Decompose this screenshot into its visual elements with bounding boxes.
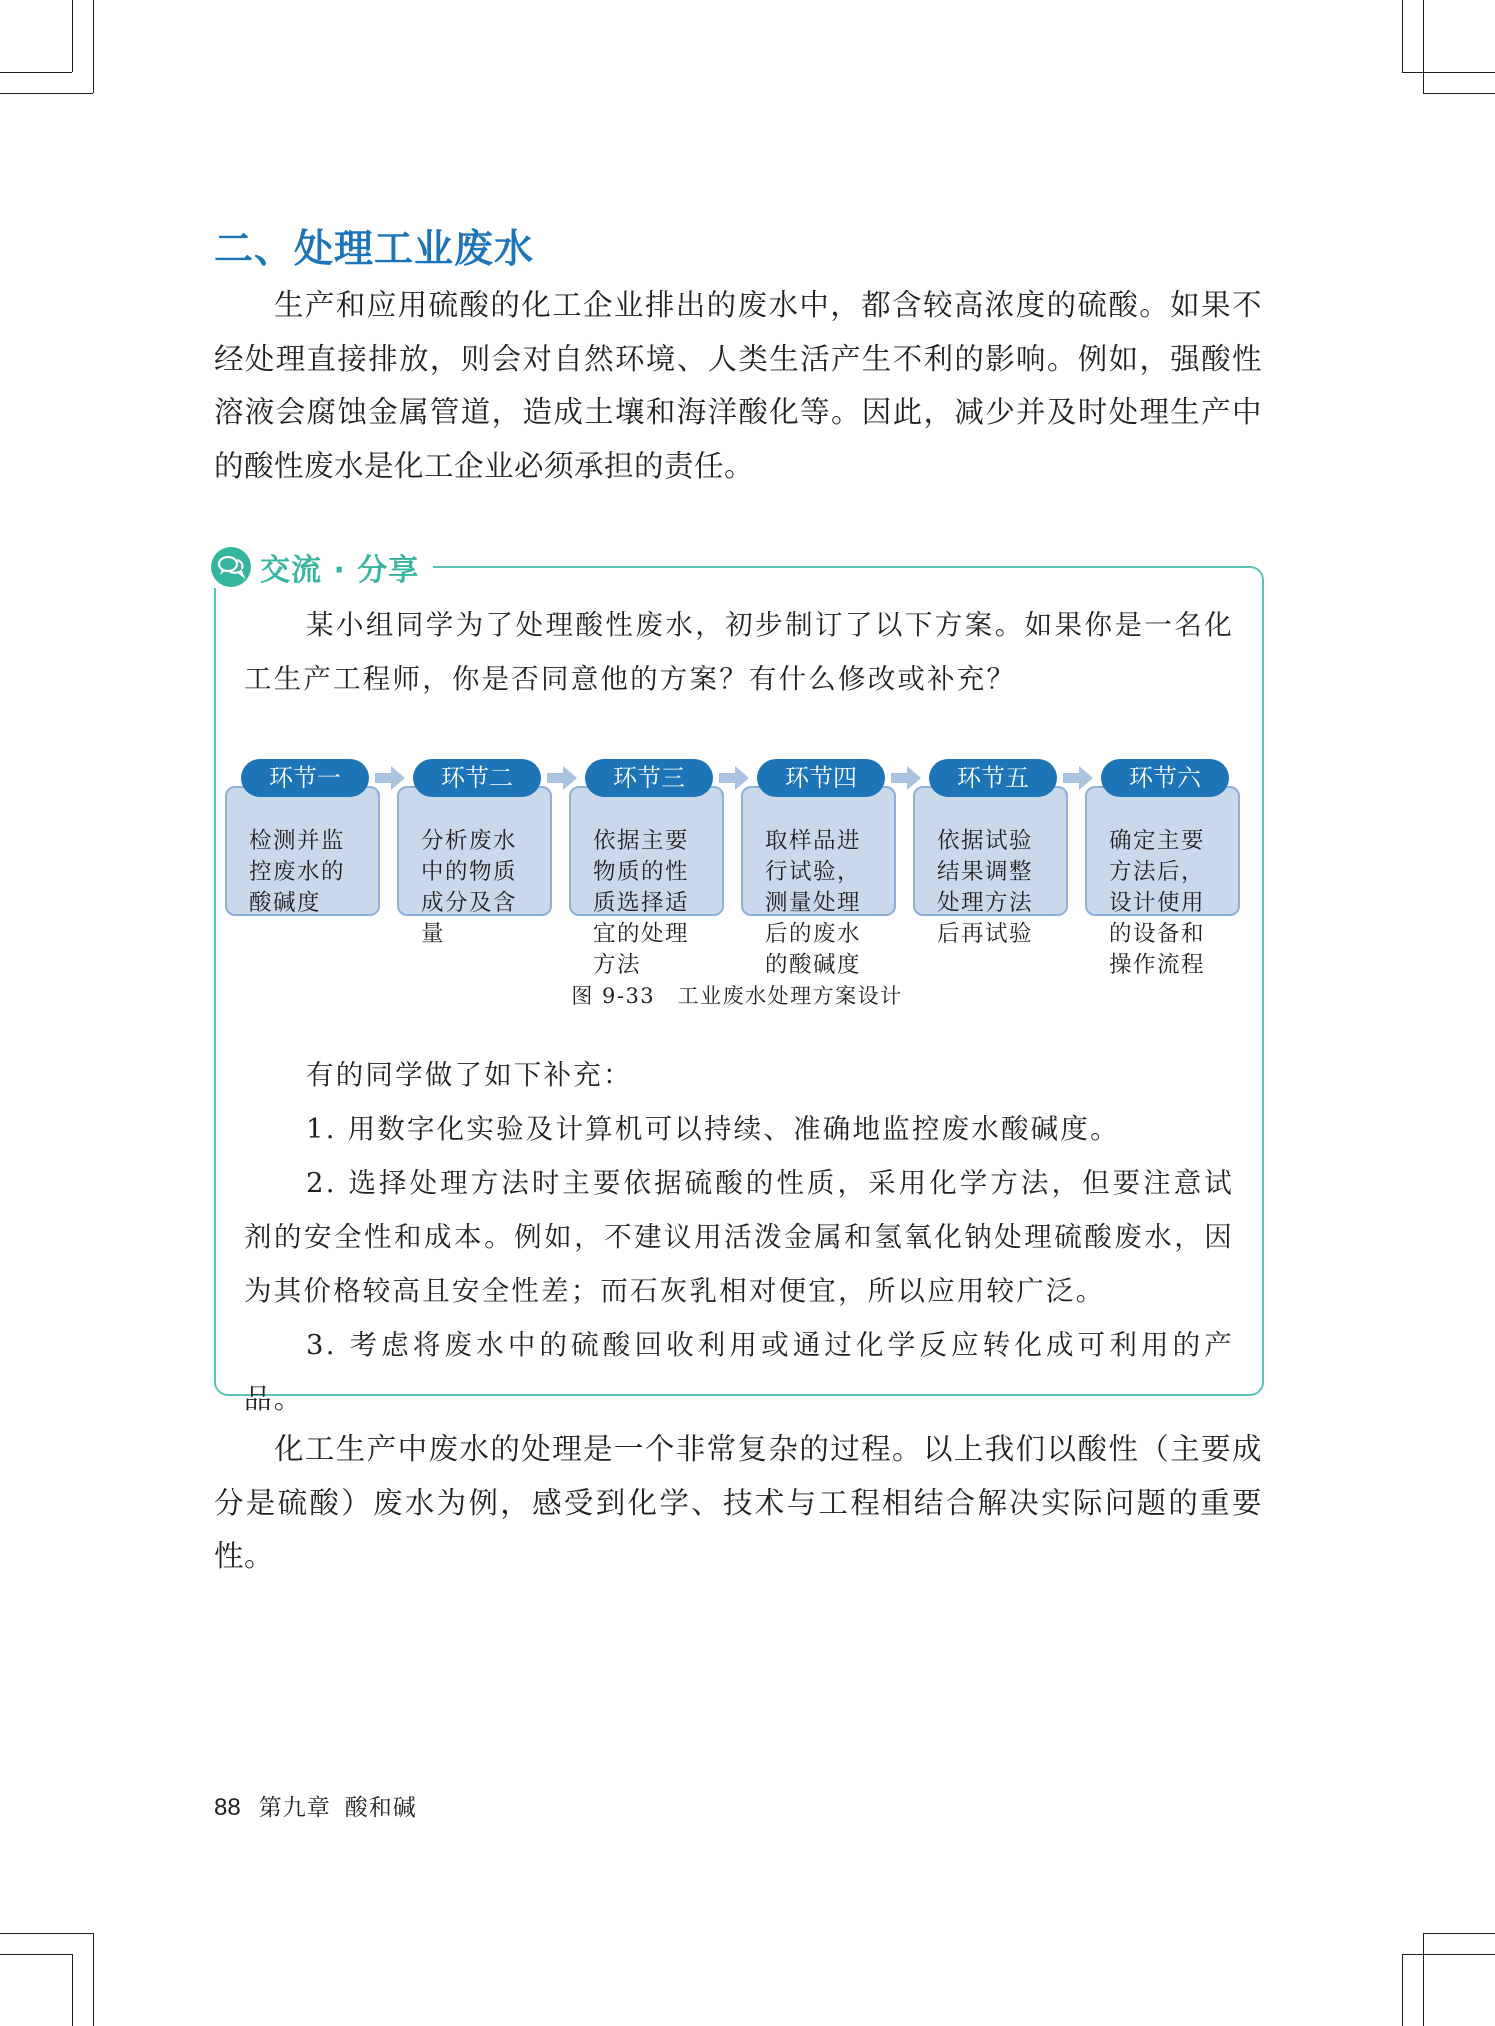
chapter-title: 酸和碱 [344,1795,417,1821]
flow-step-text [741,786,896,978]
crop-mark [1402,1954,1495,1955]
crop-mark [1423,1933,1424,2026]
chapter-number: 第九章 [258,1795,331,1821]
flow-step-2 [397,759,556,947]
flow-step-text [225,786,380,916]
supplement-item: 1. 用数字化实验及计算机可以持续、准确地监控废水酸碱度。 [306,1113,1120,1145]
crop-mark [1423,93,1495,94]
flow-step-3 [569,759,728,978]
crop-mark [72,1954,73,2026]
flow-step-1 [225,759,384,916]
flow-step-description: 分析废水中的物质成分及含量 [421,828,518,947]
flow-step-text [913,786,1068,947]
page-number: 88 [214,1794,241,1821]
flow-step-text [397,786,552,947]
crop-mark [0,93,93,94]
flow-step-text [1085,786,1240,978]
crop-mark [1402,0,1403,72]
section-title: 二、处理工业废水 [214,227,535,272]
flow-step-description: 依据主要物质的性质选择适宜的处理方法 [593,828,690,978]
conclusion-paragraph: 化工生产中废水的处理是一个非常复杂的过程。以上我们以酸性（主要成分是硫酸）废水为例，感受到化学、技术与工程相结合解决实际问题的重要性。 [214,1432,1262,1573]
share-header [211,546,433,588]
flow-step-4 [741,759,900,978]
flow-step-6 [1085,759,1244,978]
flow-step-description: 检测并监控废水的酸碱度 [249,828,346,916]
supplement-item: 3. 考虑将废水中的硫酸回收利用或通过化学反应转化成可利用的产品。 [244,1329,1234,1415]
crop-mark [93,0,94,93]
crop-mark [0,72,72,73]
chat-bubbles-icon [211,547,251,587]
flow-step-text [569,786,724,978]
crop-mark [72,0,73,72]
crop-mark [1423,1933,1495,1934]
crop-mark [0,1954,72,1955]
flow-step-label: 环节六 [1101,759,1229,797]
flow-step-label: 环节一 [241,759,369,797]
crop-mark [1402,1954,1403,2026]
figure-caption: 图 9-33 工业废水处理方案设计 [571,984,903,1008]
crop-mark [0,1933,93,1934]
flow-step-description: 依据试验结果调整处理方法后再试验 [937,828,1034,947]
flow-step-description: 确定主要方法后，设计使用的设备和操作流程 [1109,828,1206,978]
share-prompt: 某小组同学为了处理酸性废水，初步制订了以下方案。如果你是一名化工生产工程师，你是否同意他的方案？有什么修改或补充？ [244,609,1234,695]
crop-mark [93,1933,94,2026]
flow-step-label: 环节四 [757,759,885,797]
supplement-item: 2. 选择处理方法时主要依据硫酸的性质，采用化学方法，但要注意试剂的安全性和成本。例如，不建议用活泼金属和氢氧化钠处理硫酸废水，因为其价格较高且安全性差；而石灰乳相对便宜，所以应用较广泛。 [244,1167,1234,1307]
flow-step-5 [913,759,1072,947]
page-footer [214,1789,417,1822]
crop-mark [1423,0,1424,93]
crop-mark [1402,72,1495,73]
chapter-label [259,1789,417,1822]
flow-step-label: 环节三 [585,759,713,797]
flow-step-label: 环节二 [413,759,541,797]
supplement-intro: 有的同学做了如下补充： [306,1059,633,1091]
flow-step-label: 环节五 [929,759,1057,797]
share-title: 交流 · 分享 [260,553,420,588]
intro-paragraph: 生产和应用硫酸的化工企业排出的废水中，都含较高浓度的硫酸。如果不经处理直接排放，则会对自然环境、人类生活产生不利的影响。例如，强酸性溶液会腐蚀金属管道，造成土壤和海洋酸化等。因此，减少并及时处理生产中的酸性废水是化工企业必须承担的责任。 [214,288,1262,483]
flow-step-description: 取样品进行试验，测量处理后的废水的酸碱度 [765,828,862,978]
